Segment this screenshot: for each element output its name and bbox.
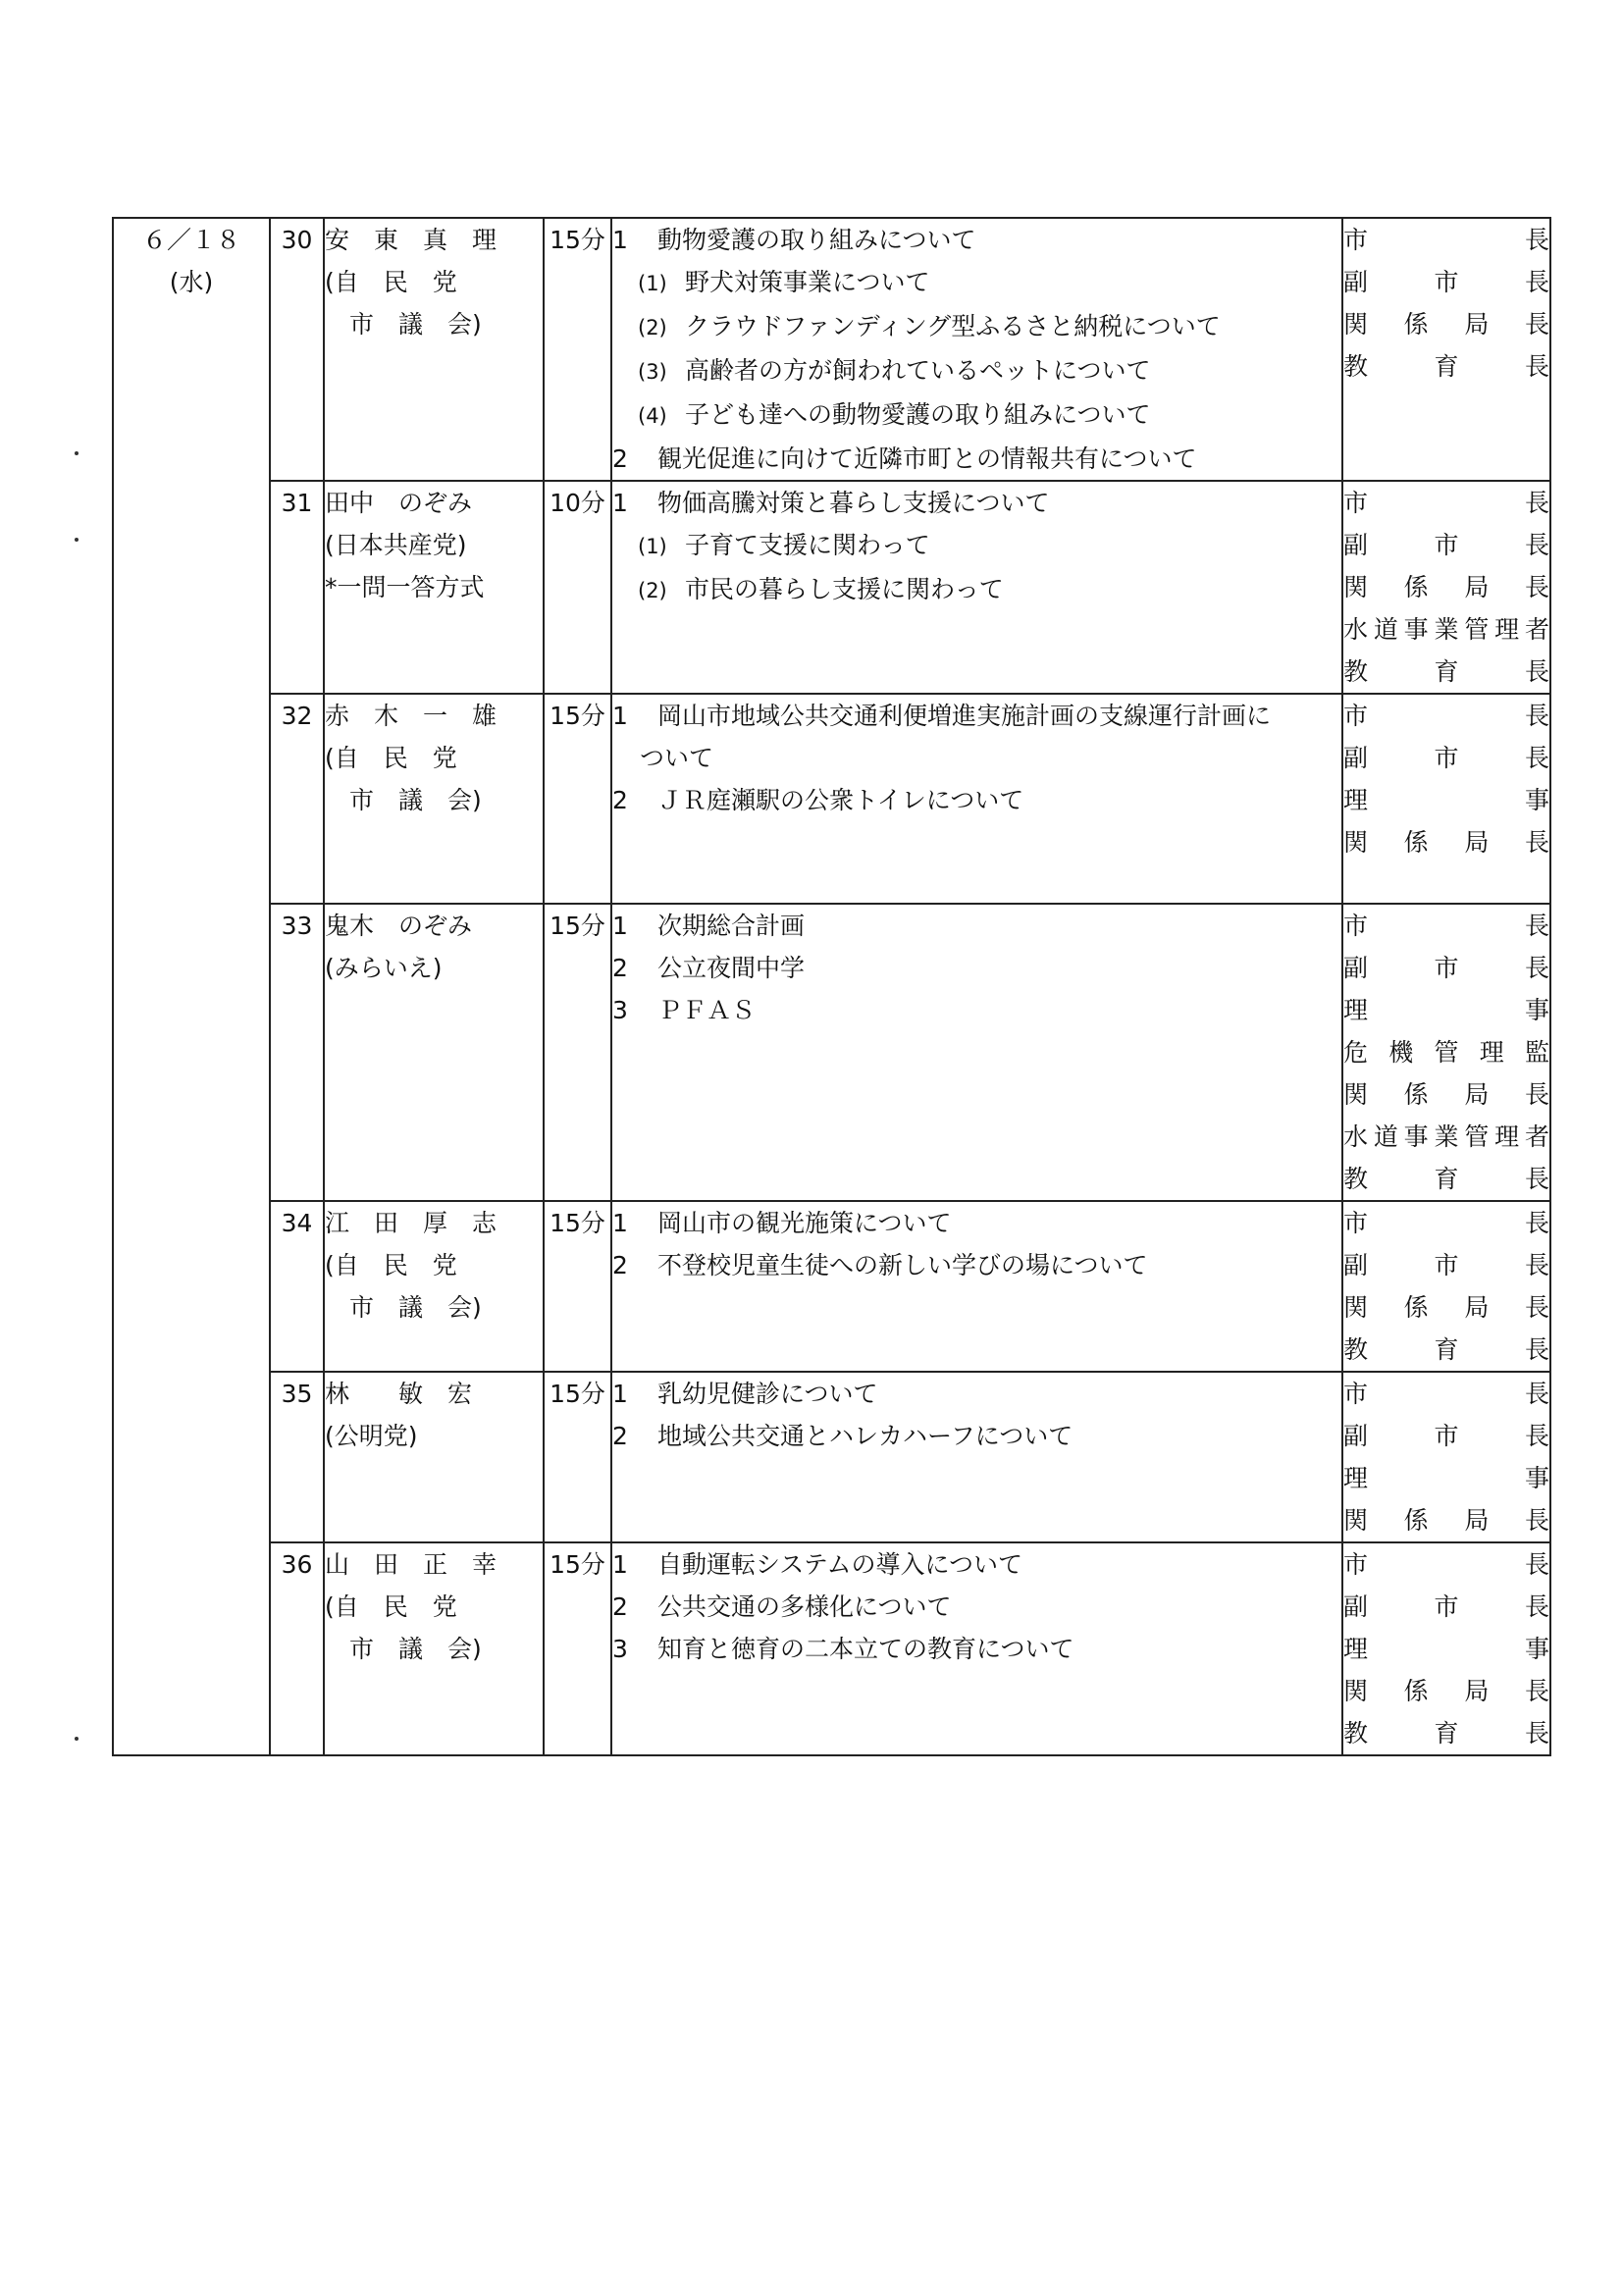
item-text: 自動運転システムの導入について [657,1550,1023,1579]
speaker-name: 鬼木 のぞみ [325,912,473,940]
sub-question-item [612,393,1341,438]
sub-question-item [612,305,1341,349]
respondent-title: 副 市 長 [1343,268,1549,296]
item-number: 1 [612,702,628,730]
item-text: 乳幼児健診について [657,1380,878,1408]
respondent-title: 市 長 [1343,489,1549,517]
respondent-title: 理 事 [1343,996,1549,1024]
question-items-cell [611,218,1342,481]
speaking-time: 15分 [544,1201,611,1372]
respondent-title: 副 市 長 [1343,1592,1549,1621]
respondent-title: 教 育 長 [1343,1165,1549,1193]
respondent-title: 理 事 [1343,1635,1549,1663]
question-item [612,947,1341,989]
speaker-party: 市 議 会) [325,1635,482,1663]
respondent-title: 関 係 局 長 [1343,1293,1549,1322]
table-row [113,218,1550,481]
respondent-title: 危機管理監 [1343,1038,1549,1067]
respondent-title: 副 市 長 [1343,744,1549,772]
speaker-party: 市 議 会) [325,786,482,814]
speaker-name: 山 田 正 幸 [325,1550,497,1579]
speaking-time: 15分 [544,1372,611,1542]
question-schedule-table [112,217,1551,1756]
question-items-cell [611,1542,1342,1755]
respondent-title: 理 事 [1343,1464,1549,1492]
question-item [612,438,1341,480]
respondent-title: 副 市 長 [1343,531,1549,559]
question-item [612,905,1341,947]
table-row [113,481,1550,694]
sub-item-number: (1) [638,272,667,295]
speaker-party: (自 民 党 [325,1251,457,1279]
speaker-name: 田中 のぞみ [325,489,473,517]
question-item [612,989,1341,1031]
speaker-number: 34 [270,1201,324,1372]
respondent-title: 関 係 局 長 [1343,1080,1549,1109]
item-text: 公立夜間中学 [657,954,806,982]
question-item [612,1373,1341,1415]
speaking-time: 15分 [544,904,611,1201]
question-item [612,1244,1341,1286]
item-number: 1 [612,1550,628,1579]
speaker-name: 林 敏 宏 [325,1380,473,1408]
item-number: 2 [612,954,628,982]
speaker-party: 市 議 会) [325,1293,482,1322]
table-row [113,904,1550,1201]
question-item [612,1202,1341,1244]
sub-item-number: (3) [638,360,667,384]
schedule-body [113,218,1550,1755]
respondents-cell [1342,1542,1550,1755]
item-text: 岡山市地域公共交通利便増進実施計画の支線運行計画に [657,702,1272,730]
question-item [612,219,1341,261]
speaker-cell [324,1201,544,1372]
item-text: ＰＦＡＳ [657,996,757,1024]
respondent-title: 関 係 局 長 [1343,828,1549,857]
respondents-cell [1342,1372,1550,1542]
speaking-time: 15分 [544,1542,611,1755]
sub-item-number: (4) [638,404,667,428]
speaker-name: 赤 木 一 雄 [325,702,497,730]
item-number: 1 [612,1380,628,1408]
respondent-title: 市 長 [1343,912,1549,940]
speaker-party: (自 民 党 [325,1592,457,1621]
item-text: 公共交通の多様化について [657,1592,952,1621]
respondent-title: 市 長 [1343,1380,1549,1408]
respondent-title: 市 長 [1343,226,1549,254]
sub-item-text: クラウドファンディング型ふるさと納税について [685,312,1221,340]
respondent-title: 関 係 局 長 [1343,1677,1549,1705]
speaker-party: (自 民 党 [325,744,457,772]
speaker-number: 35 [270,1372,324,1542]
item-text: 次期総合計画 [657,912,806,940]
sub-item-text: 子育て支援に関わって [685,531,930,559]
date-weekday: (水) [169,268,214,296]
respondents-cell [1342,218,1550,481]
question-item [612,1543,1341,1586]
speaker-party: (自 民 党 [325,268,457,296]
item-number: 3 [612,996,628,1024]
speaker-party: (公明党) [325,1422,418,1450]
question-item [612,1415,1341,1457]
table-row [113,1542,1550,1755]
respondent-title: 市 長 [1343,1209,1549,1237]
respondent-title: 関 係 局 長 [1343,310,1549,339]
speaking-time: 15分 [544,694,611,904]
sub-question-item [612,568,1341,612]
respondent-title: 水道事業管理者 [1343,1122,1549,1151]
item-text: 不登校児童生徒への新しい学びの場について [657,1251,1148,1279]
table-row [113,694,1550,904]
respondent-title: 教 育 長 [1343,1335,1549,1364]
sub-item-text: 野犬対策事業について [685,268,930,296]
scan-speck [75,451,79,455]
respondent-title: 理 事 [1343,786,1549,814]
sub-item-text: 高齢者の方が飼われているペットについて [685,356,1151,385]
scan-speck [75,1737,79,1741]
question-item [612,1586,1341,1628]
sub-item-number: (2) [638,579,667,602]
question-items-cell [611,481,1342,694]
respondent-title: 教 育 長 [1343,1719,1549,1748]
item-number: 2 [612,444,628,473]
respondent-title: 市 長 [1343,1550,1549,1579]
speaker-cell [324,904,544,1201]
respondent-title: 教 育 長 [1343,352,1549,381]
item-text: 岡山市の観光施策について [657,1209,952,1237]
item-text: 動物愛護の取り組みについて [657,226,976,254]
item-text: 地域公共交通とハレカハーフについて [657,1422,1073,1450]
respondent-title: 副 市 長 [1343,954,1549,982]
date-day: ６／１８ [141,226,240,254]
item-continuation: ついて [640,744,714,772]
item-text: 知育と徳育の二本立ての教育について [657,1635,1074,1663]
speaker-party: *一問一答方式 [325,573,485,601]
item-number: 1 [612,489,628,517]
scan-speck [75,538,79,542]
sub-item-text: 市民の暮らし支援に関わって [685,575,1004,603]
speaker-cell [324,694,544,904]
item-text: ＪＲ庭瀬駅の公衆トイレについて [657,786,1024,814]
question-item [612,695,1341,737]
speaker-name: 江 田 厚 志 [325,1209,497,1237]
speaker-party: (みらいえ) [325,954,443,982]
item-number: 2 [612,1422,628,1450]
speaker-party: (日本共産党) [325,531,467,559]
question-items-cell [611,1201,1342,1372]
item-text: 観光促進に向けて近隣市町との情報共有について [657,444,1197,473]
question-items-cell [611,1372,1342,1542]
item-text: 物価高騰対策と暮らし支援について [657,489,1050,517]
respondent-title: 水道事業管理者 [1343,615,1549,644]
respondents-cell [1342,904,1550,1201]
sub-question-item [612,524,1341,568]
sub-item-number: (1) [638,535,667,558]
table-row [113,1201,1550,1372]
speaking-time: 15分 [544,218,611,481]
speaker-number: 31 [270,481,324,694]
respondents-cell [1342,1201,1550,1372]
speaker-cell [324,218,544,481]
sub-item-number: (2) [638,316,667,339]
respondent-title: 市 長 [1343,702,1549,730]
question-items-cell [611,904,1342,1201]
item-number: 2 [612,1251,628,1279]
sub-item-text: 子ども達への動物愛護の取り組みについて [685,400,1151,429]
speaker-cell [324,1542,544,1755]
speaker-number: 30 [270,218,324,481]
table-row [113,1372,1550,1542]
sub-question-item [612,261,1341,305]
respondent-title: 副 市 長 [1343,1251,1549,1279]
speaker-cell [324,481,544,694]
question-items-cell [611,694,1342,904]
speaking-time: 10分 [544,481,611,694]
date-cell [113,218,270,1755]
item-number: 1 [612,226,628,254]
speaker-cell [324,1372,544,1542]
item-number: 3 [612,1635,628,1663]
speaker-name: 安 東 真 理 [325,226,497,254]
speaker-number: 32 [270,694,324,904]
sub-question-item [612,349,1341,393]
speaker-party: 市 議 会) [325,310,482,339]
respondents-cell [1342,481,1550,694]
respondent-title: 関 係 局 長 [1343,1506,1549,1535]
item-number: 1 [612,912,628,940]
question-item [612,482,1341,524]
item-number: 2 [612,786,628,814]
question-item [612,1628,1341,1670]
item-number: 1 [612,1209,628,1237]
question-item [612,779,1341,821]
respondent-title: 関 係 局 長 [1343,573,1549,601]
speaker-number: 36 [270,1542,324,1755]
item-number: 2 [612,1592,628,1621]
respondent-title: 副 市 長 [1343,1422,1549,1450]
respondent-title: 教 育 長 [1343,657,1549,686]
respondents-cell [1342,694,1550,904]
speaker-number: 33 [270,904,324,1201]
